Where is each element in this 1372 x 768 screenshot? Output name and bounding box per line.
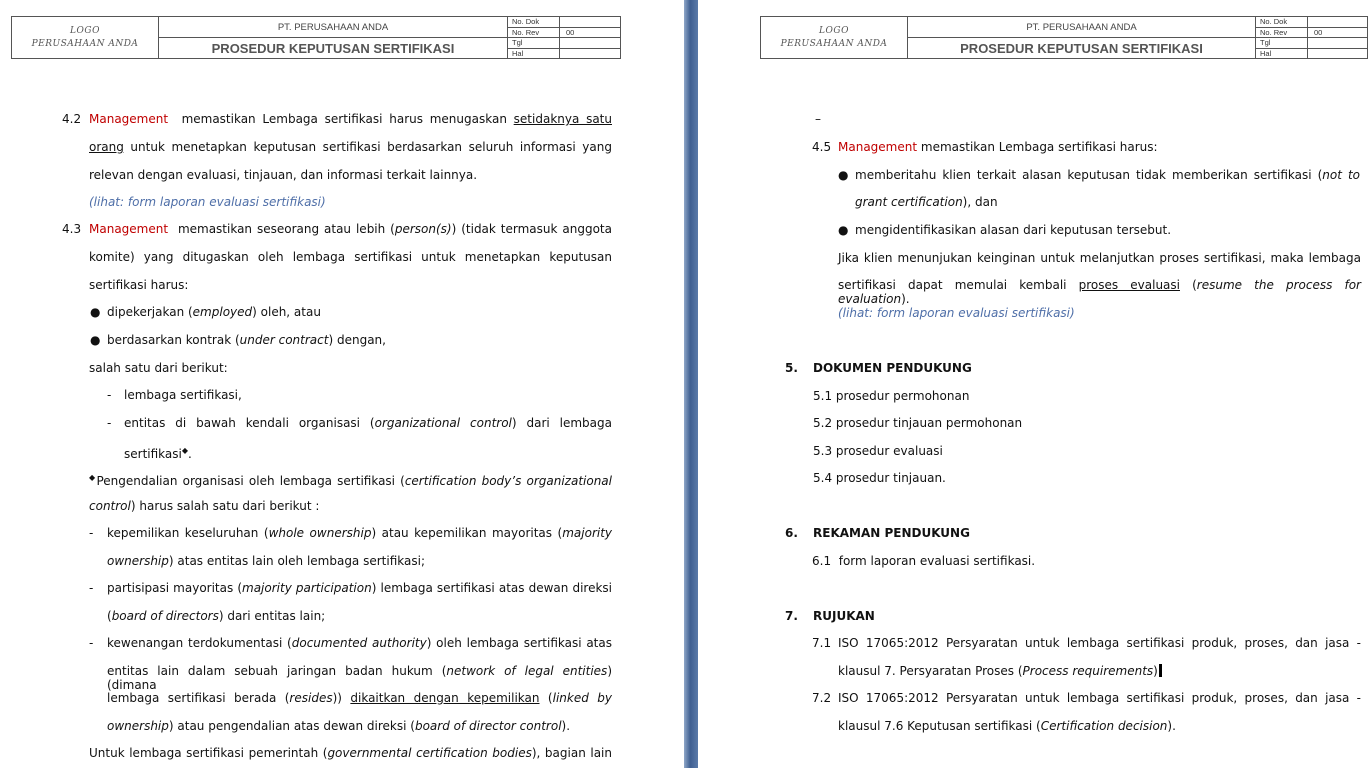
- paragraph-line: orang untuk menetapkan keputusan sertifikasi berdasarkan seluruh informasi yang: [89, 140, 612, 154]
- bullet-icon: ●: [90, 305, 101, 319]
- hal-label: Hal: [508, 48, 560, 59]
- hal-label: Hal: [1256, 48, 1308, 59]
- document-title: PROSEDUR KEPUTUSAN SERTIFIKASI: [159, 38, 508, 59]
- dash-marker: –: [815, 112, 821, 126]
- company-name: PT. PERUSAHAAN ANDA: [908, 17, 1256, 38]
- paragraph-line: sertifikasi dapat memulai kembali proses evaluasi (resume the process for evaluation).: [838, 278, 1361, 306]
- list-item: 6.1 form laporan evaluasi sertifikasi.: [812, 554, 1036, 568]
- document-page-right: [698, 0, 1372, 768]
- text-cursor: [1159, 664, 1162, 677]
- section-heading: REKAMAN PENDUKUNG: [813, 526, 970, 540]
- reference-line: ISO 17065:2012 Persyaratan untuk lembaga sertifikasi produk, proses, dan jasa -: [838, 691, 1361, 705]
- bullet-item: grant certification), dan: [855, 195, 998, 209]
- bullet-icon: ●: [838, 168, 849, 182]
- bullet-item: memberitahu klien terkait alasan keputusan tidak memberikan sertifikasi (not to: [855, 168, 1360, 182]
- tgl-label: Tgl: [508, 38, 560, 49]
- section-number: 4.5: [812, 140, 832, 154]
- no-dok-label: No. Dok: [508, 17, 560, 28]
- bullet-item: mengidentifikasikan alasan dari keputusan tersebut.: [855, 223, 1172, 237]
- section-number: 4.2: [62, 112, 82, 126]
- dash-marker: -: [107, 416, 112, 430]
- paragraph-line: sertifikasi harus:: [89, 278, 189, 292]
- company-logo: LOGO PERUSAHAAN ANDA: [12, 17, 159, 59]
- bullet-icon: ●: [90, 333, 101, 347]
- company-logo: LOGO PERUSAHAAN ANDA: [761, 17, 908, 59]
- dash-item: entitas lain dalam sebuah jaringan badan hukum (network of legal entities) (dimana: [107, 664, 612, 692]
- reference-line: ISO 17065:2012 Persyaratan untuk lembaga sertifikasi produk, proses, dan jasa -: [838, 636, 1361, 650]
- reference-note: (lihat: form laporan evaluasi sertifikasi): [838, 306, 1075, 320]
- hal-value: [1308, 48, 1368, 59]
- tgl-value: [1308, 38, 1368, 49]
- paragraph-line: Management memastikan seseorang atau lebih (person(s)) (tidak termasuk anggota: [89, 222, 612, 236]
- list-item: 5.4 prosedur tinjauan.: [813, 471, 946, 485]
- dash-item: ownership) atau pengendalian atas dewan direksi (board of director control).: [107, 719, 571, 733]
- document-header-table: [760, 16, 1368, 59]
- section-number: 6.: [785, 526, 798, 540]
- paragraph-line: Management memastikan Lembaga sertifikasi harus menugaskan setidaknya satu: [89, 112, 612, 126]
- section-heading: DOKUMEN PENDUKUNG: [813, 361, 972, 375]
- dash-marker: -: [89, 636, 94, 650]
- reference-line: klausul 7.6 Keputusan sertifikasi (Certification decision).: [838, 719, 1176, 733]
- bullet-icon: ●: [838, 223, 849, 237]
- dash-item: kepemilikan keseluruhan (whole ownership) atau kepemilikan mayoritas (majority: [107, 526, 613, 540]
- dash-item: ownership) atas entitas lain oleh lembaga sertifikasi;: [107, 554, 425, 568]
- paragraph-line: Management memastikan Lembaga sertifikasi harus:: [838, 140, 1158, 154]
- tgl-label: Tgl: [1256, 38, 1308, 49]
- list-item: 5.2 prosedur tinjauan permohonan: [813, 416, 1023, 430]
- dash-item: sertifikasi◆.: [124, 446, 192, 461]
- list-item: 5.3 prosedur evaluasi: [813, 444, 943, 458]
- no-rev-value: 00: [1308, 27, 1368, 38]
- document-header-table: [11, 16, 621, 59]
- document-title: PROSEDUR KEPUTUSAN SERTIFIKASI: [908, 38, 1256, 59]
- no-rev-label: No. Rev: [1256, 27, 1308, 38]
- document-page-left: [0, 0, 684, 768]
- hal-value: [560, 48, 621, 59]
- list-item: 5.1 prosedur permohonan: [813, 389, 970, 403]
- section-number: 7.: [785, 609, 798, 623]
- paragraph-line: salah satu dari berikut:: [89, 361, 228, 375]
- section-number: 7.1: [812, 636, 832, 650]
- dash-marker: -: [89, 581, 94, 595]
- no-dok-value: [1308, 17, 1368, 28]
- dash-marker: -: [107, 388, 112, 402]
- section-number: 5.: [785, 361, 798, 375]
- paragraph-line: control) harus salah satu dari berikut :: [89, 499, 320, 513]
- bullet-item: berdasarkan kontrak (under contract) dengan,: [107, 333, 386, 347]
- reference-line: klausul 7. Persyaratan Proses (Process requirements): [838, 664, 1162, 678]
- no-dok-label: No. Dok: [1256, 17, 1308, 28]
- paragraph-line: relevan dengan evaluasi, tinjauan, dan informasi terkait lainnya.: [89, 168, 478, 182]
- page-gutter: [684, 0, 698, 768]
- paragraph-line: ◆Pengendalian organisasi oleh lembaga sertifikasi (certification body’s organizational: [89, 473, 612, 488]
- dash-item: lembaga sertifikasi berada (resides)) dikaitkan dengan kepemilikan (linked by: [107, 691, 612, 705]
- dash-item: kewenangan terdokumentasi (documented authority) oleh lembaga sertifikasi atas: [107, 636, 612, 650]
- section-heading: RUJUKAN: [813, 609, 875, 623]
- dash-item: (board of directors) dari entitas lain;: [107, 609, 326, 623]
- paragraph-line: komite) yang ditugaskan oleh lembaga sertifikasi untuk menetapkan keputusan: [89, 250, 612, 264]
- bullet-item: dipekerjakan (employed) oleh, atau: [107, 305, 321, 319]
- dash-item: entitas di bawah kendali organisasi (organizational control) dari lembaga: [124, 416, 613, 430]
- no-rev-value: 00: [560, 27, 621, 38]
- no-dok-value: [560, 17, 621, 28]
- section-number: 4.3: [62, 222, 82, 236]
- no-rev-label: No. Rev: [508, 27, 560, 38]
- paragraph-line: Jika klien menunjukan keinginan untuk melanjutkan proses sertifikasi, maka lembaga: [838, 251, 1361, 265]
- reference-note: (lihat: form laporan evaluasi sertifikasi): [89, 195, 326, 209]
- tgl-value: [560, 38, 621, 49]
- dash-item: partisipasi mayoritas (majority participation) lembaga sertifikasi atas dewan direksi: [107, 581, 612, 595]
- dash-marker: -: [89, 526, 94, 540]
- dash-item: lembaga sertifikasi,: [124, 388, 242, 402]
- paragraph-line: Untuk lembaga sertifikasi pemerintah (governmental certification bodies), bagian lain: [89, 746, 612, 760]
- company-name: PT. PERUSAHAAN ANDA: [159, 17, 508, 38]
- section-number: 7.2: [812, 691, 832, 705]
